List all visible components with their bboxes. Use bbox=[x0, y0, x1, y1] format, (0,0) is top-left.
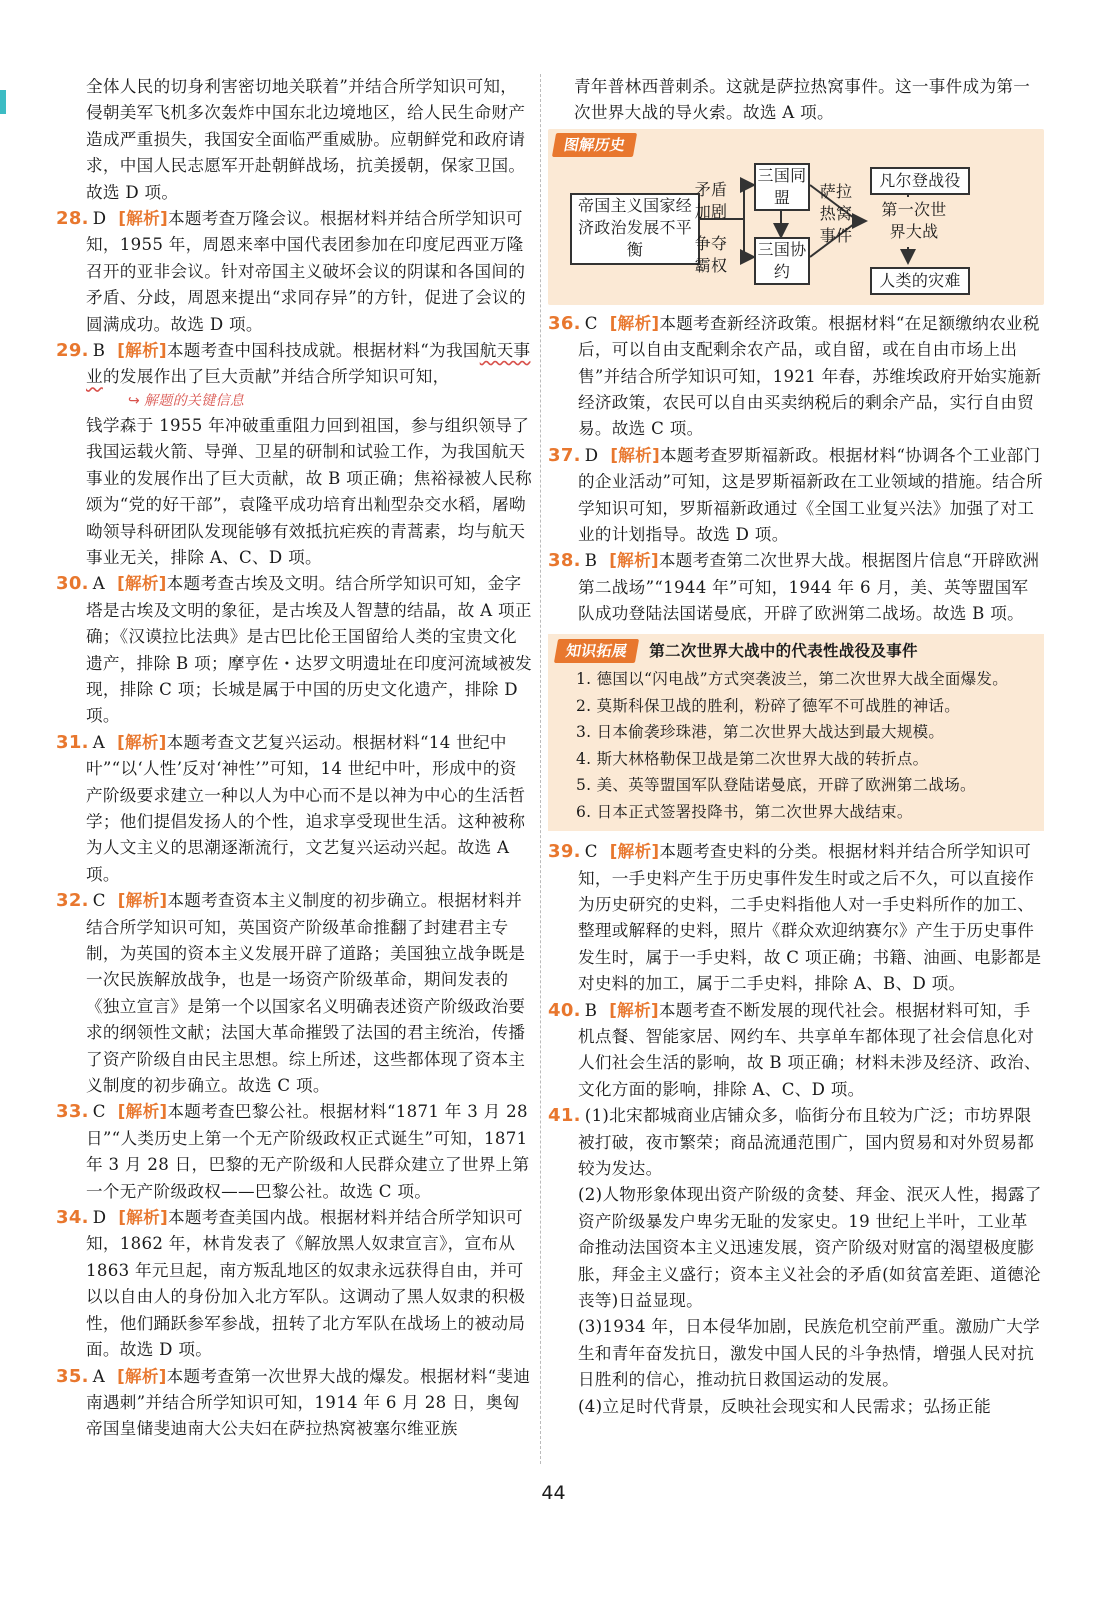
analysis-tag: [解析] bbox=[118, 1208, 168, 1228]
knowledge-label: 知识拓展 bbox=[554, 639, 639, 663]
q27-continuation: 全体人民的切身利害密切地关联着”并结合所学知识可知，侵朝美军飞机多次轰炸中国东北边境地区，给人民生命财产造成严重损失，我国安全面临严重威胁。应朝鲜党和政府请求，中国人民志愿军开赴朝鲜战场，抗美援朝，保家卫国。故选 D 项。 bbox=[86, 77, 526, 202]
analysis-tag: [解析] bbox=[117, 1366, 167, 1386]
analysis-tag: [解析] bbox=[609, 1000, 659, 1020]
knowledge-header bbox=[548, 638, 1044, 664]
ww1-node: 第一次世界大战 bbox=[881, 199, 947, 241]
answer-41: 41. (1)北宋都城商业店铺众多，临街分布且较为广泛；市坊界限被打破，夜市繁荣；商品流通范围广，国内贸易和对外贸易都较为发达。 bbox=[548, 1105, 1035, 1178]
knowledge-item: 2. 莫斯科保卫战的胜利，粉碎了德军不可战胜的神话。 bbox=[576, 696, 961, 715]
triple-entente-node: 三国协约 bbox=[754, 237, 810, 285]
answer-41-part3: (3)1934 年，日本侵华加剧，民族危机空前严重。激励广大学生和青年奋发抗日，激发中国人民的斗争热情，增强人民对抗日胜利的信心，推动抗日救国运动的发展。 bbox=[578, 1317, 1040, 1390]
triple-alliance-node: 三国同盟 bbox=[754, 163, 810, 211]
diagram-label: 图解历史 bbox=[552, 133, 637, 157]
answer-29-body: 钱学森于 1955 年冲破重重阻力回到祖国，参与组织领导了我国运载火箭、导弹、卫星的研制和试验工作，为我国航天事业的发展作出了巨大贡献，故 B 项正确；焦裕禄被人民称颂为“党的好干部”，袁隆平成功培育出籼型杂交水稻，屠呦呦领导科研团队发现能够有效抵抗疟疾的青蒿素，均与航天事业无关，排除 A、C、D 项。 bbox=[86, 415, 532, 567]
q35-continuation: 青年普林西普刺杀。这就是萨拉热窝事件。这一事件成为第一次世界大战的导火索。故选 A 项。 bbox=[574, 77, 1031, 123]
answer-37: 37. D [解析]本题考查罗斯福新政。根据材料“协调各个工业部门的企业活动”可知，这是罗斯福新政在工业领域的措施。结合所学知识可知，罗斯福新政通过《全国工业复兴法》加强了对工业的计划指导。故选 D 项。 bbox=[548, 444, 1043, 545]
knowledge-extension-box bbox=[548, 634, 1044, 831]
disaster-node: 人类的灾难 bbox=[870, 267, 970, 295]
analysis-tag: [解析] bbox=[117, 732, 167, 752]
page-number: 44 bbox=[541, 1482, 566, 1504]
knowledge-item: 4. 斯大林格勒保卫战是第二次世界大战的转折点。 bbox=[576, 749, 929, 768]
answer-36: 36. C [解析]本题考查新经济政策。根据材料“在足额缴纳农业税后，可以自由支配剩余农产品，或自留，或在自由市场上出售”并结合所学知识可知，1921 年春，苏维埃政府开始实施新经济政策，农民可以自由买卖纳税后的剩余产品，实行自由贸易。故选 C 项。 bbox=[548, 312, 1042, 439]
answer-39: 39. C [解析]本题考查史料的分类。根据材料并结合所学知识可知，一手史料产生于历史事件发生时或之后不久，可以直接作为历史研究的史料，二手史料指他人对一手史料所作的加工、整理或解释的史料，照片《群众欢迎纳赛尔》产生于历史事件发生时，属于一手史料，故 C 项正确；书籍、油画、电影都是对史料的加工，属于二手史料，排除 A、B、D 项。 bbox=[548, 841, 1042, 994]
answer-33: 33. C [解析]本题考查巴黎公社。根据材料“1871 年 3 月 28 日”“人类历史上第一个无产阶级政权正式诞生”可知，1871 年 3 月 28 日，巴黎的无产阶级和人民群众建立了世界上第一个无产阶级政权——巴黎公社。故选 C 项。 bbox=[56, 1101, 530, 1201]
analysis-tag: [解析] bbox=[117, 574, 167, 594]
analysis-tag: [解析] bbox=[609, 313, 660, 333]
answer-29: 29. B [解析]本题考查中国科技成就。根据材料“为我国航天事业的发展作出了巨大贡献”并结合所学知识可知， bbox=[56, 340, 531, 387]
sarajevo-label: 萨拉热窝事件 bbox=[819, 181, 853, 245]
column-divider bbox=[540, 74, 541, 1464]
cause-node: 帝国主义国家经济政治发展不平衡 bbox=[570, 193, 700, 265]
verdun-node: 凡尔登战役 bbox=[870, 167, 970, 195]
analysis-tag: [解析] bbox=[609, 842, 660, 862]
answer-41-part2: (2)人物形象体现出资产阶级的贪婪、拜金、泯灭人性，揭露了资产阶级暴发户卑劣无耻的发家史。19 世纪上半叶，工业革命推动法国资本主义迅速发展，资产阶级对财富的渴望极度膨胀，拜金主义盛行；资本主义社会的矛盾(如贫富差距、道德沦丧等)日益显现。 bbox=[578, 1185, 1042, 1310]
answer-40: 40. B [解析]本题考查不断发展的现代社会。根据材料可知，手机点餐、智能家居、网约车、共享单车都体现了社会信息化对人们社会生活的影响，故 B 项正确；材料未涉及经济、政治、文化方面的影响，排除 A、C、D 项。 bbox=[548, 999, 1041, 1099]
answer-28: 28. D [解析]本题考查万隆会议。根据材料并结合所学知识可知，1955 年，周恩来率中国代表团参加在印度尼西亚万隆召开的亚非会议。针对帝国主义破坏会议的阴谋和各国间的矛盾、分歧，周恩来提出“求同存异”的方针，促进了会议的圆满成功。故选 D 项。 bbox=[56, 208, 526, 334]
analysis-tag: [解析] bbox=[610, 445, 660, 465]
knowledge-item: 3. 日本偷袭珍珠港，第二次世界大战达到最大规模。 bbox=[576, 723, 945, 742]
knowledge-item: 6. 日本正式签署投降书，第二次世界大战结束。 bbox=[576, 802, 913, 821]
answer-30: 30. A [解析]本题考查古埃及文明。结合所学知识可知，金字塔是古埃及文明的象征，是古埃及人智慧的结晶，故 A 项正确；《汉谟拉比法典》是古巴比伦王国留给人类的宝贵文化遗产，排除 B 项；摩亨佐・达罗文明遗址在印度河流域被发现，排除 C 项；长城是属于中国的历史文化遗产，排除 D 项。 bbox=[56, 573, 532, 726]
conflict-label: 矛盾加剧 bbox=[694, 179, 728, 221]
answer-32: 32. C [解析]本题考查资本主义制度的初步确立。根据材料并结合所学知识可知，英国资产阶级革命推翻了封建君主专制，为英国的资本主义发展开辟了道路；美国独立战争既是一次民族解放战争，也是一场资产阶级革命，期间发表的《独立宣言》是第一个以国家名义明确表述资产阶级政治要求的纲领性文献；法国大革命摧毁了法国的君主统治，传播了资产阶级自由民主思想。综上所述，这些都体现了资本主义制度的初步确立。故选 C 项。 bbox=[56, 890, 526, 1096]
left-column bbox=[56, 74, 532, 1443]
answer-34: 34. D [解析]本题考查美国内战。根据材料并结合所学知识可知，1862 年，林肯发表了《解放黑人奴隶宣言》，宣布从 1863 年元旦起，南方叛乱地区的奴隶永远获得自由，并可以以自由人的身份加入北方军队。这调动了黑人奴隶的积极性，他们踊跃参军参战，扭转了北方军队在战场上的被动局面。故选 D 项。 bbox=[56, 1207, 526, 1360]
answer-35: 35. A [解析]本题考查第一次世界大战的爆发。根据材料“斐迪南遇刺”并结合所学知识可知，1914 年 6 月 28 日，奥匈帝国皇储斐迪南大公夫妇在萨拉热窝被塞尔维亚族 bbox=[56, 1365, 531, 1439]
handwritten-note: ↪ 解题的关键信息 bbox=[128, 392, 245, 409]
right-column bbox=[548, 74, 1044, 1420]
analysis-tag: [解析] bbox=[117, 341, 167, 361]
answer-31: 31. A [解析]本题考查文艺复兴运动。根据材料“14 世纪中叶”“以‘人性’反对‘神性’”可知，14 世纪中叶，形成中的资产阶级要求建立一种以人为中心而不是以神为中心的生活哲学；他们提倡发扬人的个性，追求享受现世生活。这种被称为人文主义的思潮逐渐流行，文艺复兴运动兴起。故选 A 项。 bbox=[56, 731, 526, 884]
hegemony-label: 争夺霸权 bbox=[694, 233, 728, 275]
answer-38: 38. B [解析]本题考查第二次世界大战。根据图片信息“开辟欧洲第二战场”“1944 年”可知，1944 年 6 月，美、英等盟国军队成功登陆法国诺曼底，开辟了欧洲第二战场。故选 B 项。 bbox=[548, 550, 1040, 624]
knowledge-item: 5. 美、英等盟国军队登陆诺曼底，开辟了欧洲第二战场。 bbox=[576, 776, 976, 795]
knowledge-title: 第二次世界大战中的代表性战役及事件 bbox=[649, 640, 918, 660]
history-diagram bbox=[548, 129, 1044, 305]
key-info-underline: 航天事业 bbox=[86, 341, 531, 387]
answer-41-part4: (4)立足时代背景，反映社会现实和人民需求；弘扬正能 bbox=[578, 1396, 991, 1416]
knowledge-item: 1. 德国以“闪电战”方式突袭波兰，第二次世界大战全面爆发。 bbox=[576, 670, 1009, 689]
analysis-tag: [解析] bbox=[609, 551, 659, 571]
curved-arrow-icon: ↪ bbox=[128, 392, 141, 409]
analysis-tag: [解析] bbox=[117, 891, 168, 911]
page-edge-marker bbox=[0, 90, 6, 114]
analysis-tag: [解析] bbox=[117, 1102, 168, 1122]
analysis-tag: [解析] bbox=[118, 209, 168, 229]
